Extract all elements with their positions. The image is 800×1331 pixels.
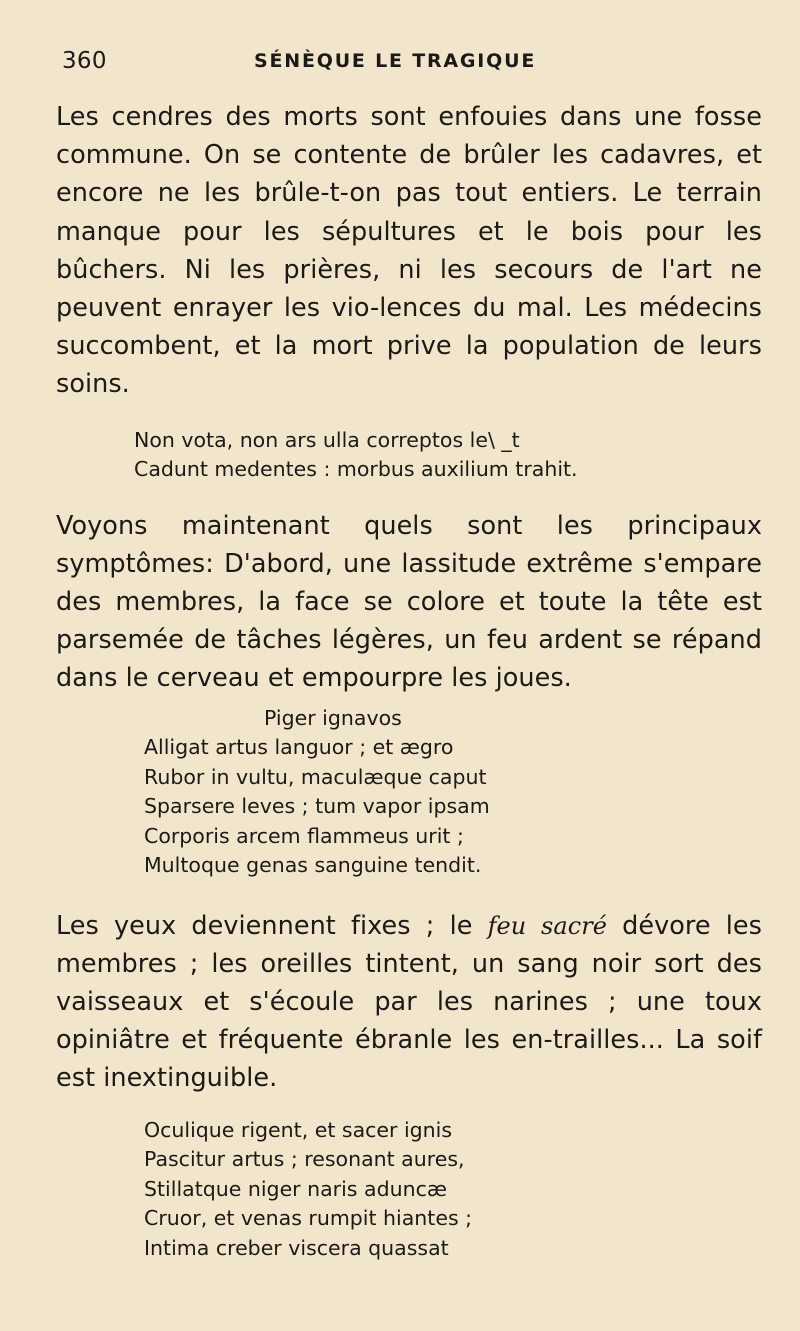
paragraph-3 (54, 907, 762, 1098)
verse-line: Sparsere leves ; tum vapor ipsam (144, 794, 490, 819)
paragraph-1: Les cendres des morts sont enfouies dans une fosse commune. On se contente de brûler les cadavres, et encore ne les brûle-t-on pas tout entiers. Le terrain manque pour les sépultures et le bois pour les bûchers. Ni les prières, ni les secours de l'art ne peuvent enrayer les vio-lences du mal. Les médecins succombent, et la mort prive la population de leurs soins. (56, 102, 762, 400)
paragraph-2: Voyons maintenant quels sont les principaux symptômes: D'abord, une lassitude extrême s'empare des membres, la face se colore et toute la tête est parsemée de tâches légères, un feu ardent se répand dans le cerveau et empourpre les joues. (56, 510, 762, 694)
verse-line: Non vota, non ars ulla correptos le\ _t (134, 427, 520, 452)
verse-line: Cruor, et venas rumpit hiantes ; (144, 1206, 473, 1231)
latin-verse-2 (144, 704, 764, 881)
running-title: SÉNÈQUE LE TRAGIQUE (254, 50, 537, 72)
verse-line: Pascitur artus ; resonant aures, (144, 1147, 465, 1172)
verse-line: Corporis arcem flammeus urit ; (144, 823, 464, 848)
verse-line: Piger ignavos (264, 705, 402, 730)
page-number: 360 (62, 48, 107, 74)
latin-verse-3 (144, 1116, 764, 1264)
italic-feu-sacre: feu sacré (487, 911, 607, 940)
latin-verse-1 (134, 426, 764, 485)
page-header (54, 48, 764, 90)
verse-line: Multoque genas sanguine tendit. (144, 853, 482, 878)
paragraph-3-text-after: dévore les membres ; les oreilles tintent, un sang noir sort des vaisseaux et s'écoule par les narines ; une toux opiniâtre et fréquente ébranle les en-trailles... La soif est inextinguible. (56, 910, 762, 1094)
verse-line: Intima creber viscera quassat (144, 1235, 449, 1260)
verse-line: Alligat artus languor ; et ægro (144, 735, 454, 760)
verse-line: Stillatque niger naris aduncæ (144, 1176, 447, 1201)
verse-line: Rubor in vultu, maculæque caput (144, 764, 487, 789)
paragraph-3-text-before: Les yeux deviennent fixes ; le (56, 910, 488, 941)
verse-line: Cadunt medentes : morbus auxilium trahit. (134, 457, 578, 482)
verse-line: Oculique rigent, et sacer ignis (144, 1117, 453, 1142)
